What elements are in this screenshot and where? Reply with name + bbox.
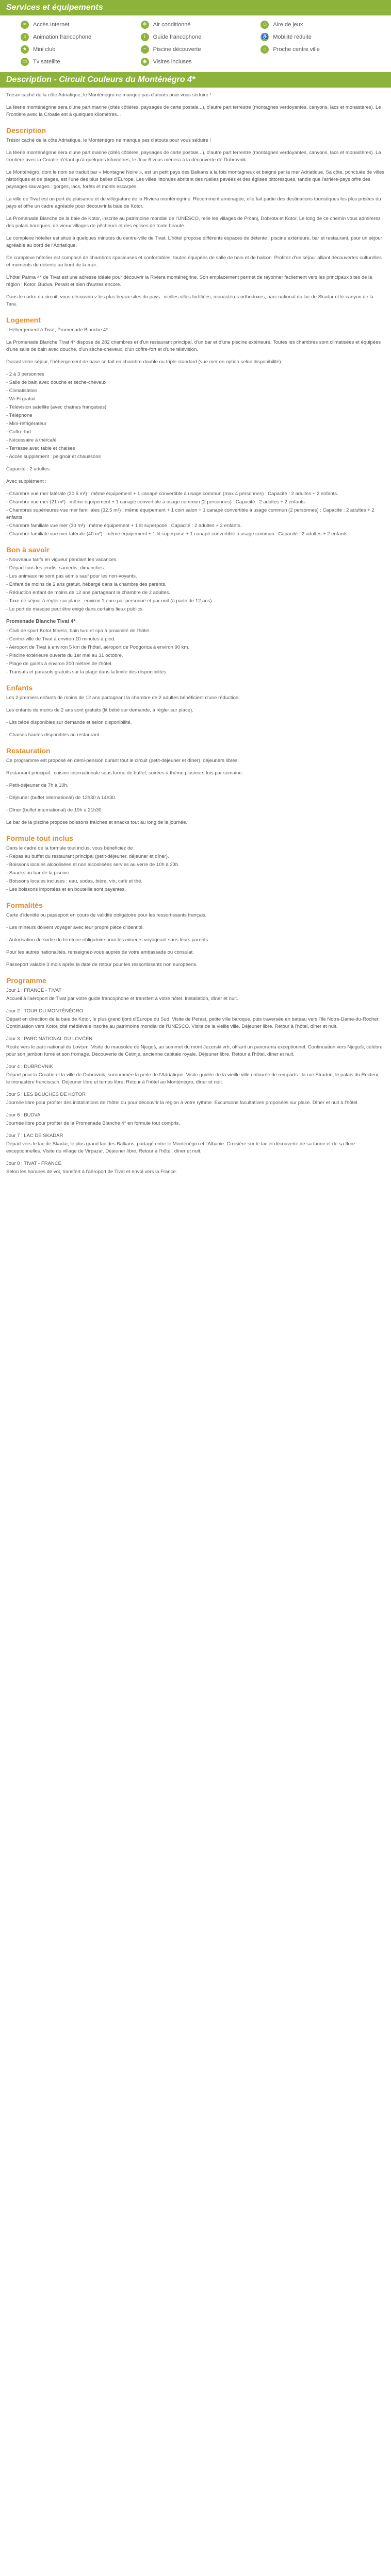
description-body <box>6 137 385 308</box>
avoir-item: - Départ tous les jeudis, samedis, dimanches. <box>6 565 105 571</box>
logement-item: - Téléphone <box>6 413 32 418</box>
features-grid <box>0 15 391 72</box>
formalites-paragraph: - Les mineurs doivent voyager avec leur propre pièce d'identité. <box>6 925 144 930</box>
restauration-paragraph: - Petit-déjeuner de 7h à 10h. <box>6 783 69 788</box>
description-paragraph: Ce complexe hôtelier est composé de chambres spacieuses et confortables, toutes équipées de salle de bain et de balcon. Profitez d'un séjour alliant découvertes culturelles et moments de détente au bord de la mer. <box>6 255 382 268</box>
formule-item: - Boissons locales alcoolisées et non alcoolisées servies au verre de 10h à 23h. <box>6 862 180 868</box>
description-paragraph: L'hôtel Palma 4* de Tivat est une adresse idéale pour découvrir la Riviera monténégrine. Son emplacement permet de rayonner facilement vers les principaux sites de la région : Kotor, Budva, Perast et bien d'autres encore. <box>6 275 372 287</box>
feature-item <box>21 45 131 54</box>
programme-text: Route vers le parc national du Lovćen. Visite du mausolée de Njegoš, au sommet du mont Jezerski vrh, offrant un panorama exceptionnel. Continuation vers Njeguši, célèbre pour son jambon fumé et son fromage. Découverte de Cetinje, ancienne capitale royale. Déjeuner libre. Retour à l'hôtel, dîner et nuit. <box>6 1044 383 1057</box>
formalites-paragraph: - Autorisation de sortie du territoire obligatoire pour les mineurs voyageant sans leurs parents. <box>6 937 209 943</box>
programme-text: Selon les horaires de vol, transfert à l'aéroport de Tivat et envol vers la France. <box>6 1169 177 1175</box>
feature-label: Aire de jeux <box>273 22 303 28</box>
enfants-paragraph: Les 2 premiers enfants de moins de 12 ans partageant la chambre de 2 adultes bénéficient d'une réduction. <box>6 695 240 701</box>
logement-item: - Climatisation <box>6 388 38 394</box>
programme-title: Programme <box>6 976 46 985</box>
minibar-icon: ★ <box>21 45 29 54</box>
logement-item: - Mini-réfrigérateur <box>6 421 47 427</box>
supplement-item: - Chambre vue mer latérale (20.5 m²) : même équipement + 1 canapé convertible à usage commun (max 4 personnes) : Capacité : 2 adultes + 2 enfants. <box>6 491 338 497</box>
logement-body <box>6 339 385 366</box>
logement-paragraph: Durant votre séjour, l'hébergement de base se fait en chambre double ou triple standard (vue mer en option selon disponibilité). <box>6 359 283 365</box>
logement-list <box>6 371 385 461</box>
formule-item: - Boissons locales incluses : eau, sodas, bière, vin, café et thé. <box>6 878 143 884</box>
features-header: Services et équipements <box>0 0 391 15</box>
formalites-paragraph: Passeport valable 3 mois après la date de retour pour les ressortissants non européens. <box>6 962 198 968</box>
supplements-list <box>6 490 385 538</box>
feature-label: Visites incluses <box>153 59 192 65</box>
supplement-item: - Chambres supérieures vue mer familiales (32.5 m²) : même équipement + 1 coin salon + 1 canapé convertible à usage commun (2 personnes) : Capacité : 2 adultes + 2 enfants. <box>6 507 374 520</box>
programme-day: Jour 6 : BUDVA <box>6 1112 41 1118</box>
francophonie-item: - Centre-ville de Tivat à environ 10 minutes à pied. <box>6 636 116 642</box>
formalites-paragraph: Pour les autres nationalités, renseignez-vous auprès de votre ambassade ou consulat. <box>6 950 194 955</box>
feature-item <box>21 21 131 29</box>
avoir-title: Bon à savoir <box>6 546 50 554</box>
feature-item <box>260 45 370 54</box>
content <box>0 88 391 1196</box>
francophonie-item: - Aéroport de Tivat à environ 5 km de l'hôtel, aéroport de Podgorica à environ 90 km. <box>6 645 190 650</box>
logement-item: - Salle de bain avec douche et sèche-cheveux <box>6 380 107 385</box>
formalites-paragraph: Carte d'identité ou passeport en cours de validité obligatoire pour les ressortissants français. <box>6 912 207 918</box>
supplement-item: - Chambre familiale vue mer latérale (40 m²) : même équipement + 1 lit superposé + 1 canapé convertible à usage commun : Capacité : 2 adultes + 2 enfants. <box>6 531 349 537</box>
supplements-head: Avec supplément : <box>6 479 46 484</box>
logement-item: - Wi-Fi gratuit <box>6 396 36 402</box>
francophonie-item: - Plage de galets à environ 200 mètres de l'hôtel. <box>6 661 113 667</box>
formalites-list <box>6 912 385 969</box>
programme-day: Jour 8 : TIVAT - FRANCE <box>6 1161 61 1166</box>
play-area-icon: ☺ <box>260 21 269 29</box>
feature-item <box>141 45 251 54</box>
francophonie-item: - Club de sport Kotor fitness, bain turc et spa à proximité de l'hôtel. <box>6 628 151 634</box>
programme-day: Jour 2 : TOUR DU MONTÉNÉGRO <box>6 1008 84 1014</box>
programme-text: Journée libre pour profiter de la Promenade Blanche 4* en formule tout compris. <box>6 1121 180 1126</box>
restauration-paragraph: - Dîner (buffet international) de 19h à 21h30. <box>6 807 103 813</box>
logement-head: - Hébergement à Tivat, Promenade Blanche 4* <box>6 327 108 333</box>
guided-tour-icon: ◉ <box>141 58 149 66</box>
intro <box>6 92 385 118</box>
programme-day: Jour 1 : FRANCE - TIVAT <box>6 988 62 993</box>
description-paragraph: Trésor caché de la côte Adriatique, le Monténégro ne manque pas d'atouts pour vous séduire ! <box>6 138 211 143</box>
restauration-paragraph: Ce programme est proposé en demi-pension durant tout le circuit (petit-déjeuner et dîner), déjeuners libres. <box>6 758 239 764</box>
programme-day: Jour 5 : LES BOUCHES DE KOTOR <box>6 1092 86 1097</box>
feature-label: Proche centre ville <box>273 46 320 53</box>
reduced-mobility-icon: ♿ <box>260 33 269 41</box>
description-paragraph: Le Monténégro, dont le nom se traduit par « Montagne Noire », est un petit pays des Balkans à la fois montagneux et baigné par la mer Adriatique. Sa côte, ponctuée de villes historiques et de plages, est l'une des plus belles d'Europe. Les villes littorales abritent des ruelles pavées et des églises pittoresques, tandis que l'arrière-pays offre des paysages sauvages : gorges, lacs, forêts et monts escarpés. <box>6 170 385 190</box>
enfants-paragraph: - Chaises hautes disponibles au restaurant. <box>6 732 101 738</box>
description-paragraph: Le complexe hôtelier est situé à quelques minutes du centre-ville de Tivat. L'hôtel propose différents espaces de détente : piscine extérieure, bar et restaurant, pour un séjour agréable au bord de l'Adriatique. <box>6 235 382 248</box>
enfants-paragraph: - Lits bébé disponibles sur demande et selon disponibilité. <box>6 720 132 725</box>
description-paragraph: La ville de Tivat est un port de plaisance et de villégiature de la Riviera monténégrine. Récemment aménagée, elle fait partie des destinations touristiques les plus prisées du pays et offre un cadre agréable pour découvrir la baie de Kotor. <box>6 196 381 209</box>
logement-item: - Accès supplément : peignoir et chaussons <box>6 454 101 460</box>
capacity: Capacité : 2 adultes <box>6 466 50 472</box>
avoir-item: - Nouveaux tarifs en vigueur pendant les vacances. <box>6 557 118 563</box>
programme-text: Journée libre pour profiter des installations de l'hôtel ou pour découvrir la région à votre rythme. Excursions facultatives proposées sur place. Dîner et nuit à l'hôtel. <box>6 1100 359 1106</box>
avoir-item: - Le port de masque peut être exigé dans certains lieux publics. <box>6 606 144 612</box>
formule-item: Dans le cadre de la formule tout inclus, vous bénéficiez de : <box>6 845 136 851</box>
avoir-list <box>6 556 385 613</box>
supplement-item: - Chambre vue mer (21 m²) : même équipement + 1 canapé convertible à usage commun (2 personnes) : Capacité : 2 adultes + 2 enfants. <box>6 499 306 505</box>
feature-item <box>260 21 370 29</box>
avoir-item: - Taxe de séjour à régler sur place : environ 1 euro par personne et par nuit (à partir de 12 ans). <box>6 598 214 604</box>
logement-item: - Télévision satellite (avec chaînes françaises) <box>6 404 107 410</box>
francophonie-list <box>6 628 385 676</box>
avoir-item: - Réduction enfant de moins de 12 ans partageant la chambre de 2 adultes. <box>6 590 170 596</box>
intro-paragraph: La féerie monténégrine sera d'une part marine (cités côtières, paysages de carte postale...), d'autre part terrestre (montagnes verdoyantes, canyons, lacs et monastères). Le Frontière avec la Croatie est à quelques kilomètres... <box>6 105 381 117</box>
logement-title: Logement <box>6 316 41 324</box>
intro-paragraph: Trésor caché de la côte Adriatique, le Monténégro ne manque pas d'atouts pour vous séduire ! <box>6 92 211 98</box>
programme-text: Départ vers le lac de Skadar, le plus grand lac des Balkans, partagé entre le Monténégro et l'Albanie. Croisière sur le lac et découverte de sa faune et de sa flore exceptionnelles. Visite du village de Virpazar. Déjeuner libre. Retour à l'hôtel, dîner et nuit. <box>6 1141 355 1154</box>
entertainment-icon: ♫ <box>21 33 29 41</box>
description-paragraph: La féerie monténégrine sera d'une part marine (cités côtières, paysages de carte postale...), d'autre part terrestre (montagnes verdoyantes, canyons, lacs et monastères). La frontière avec la Croatie n'étant qu'à quelques kilomètres, le Jour 6 vous mènera à la découverte de Dubrovnik. <box>6 150 381 163</box>
feature-item <box>260 33 370 41</box>
feature-item <box>21 58 131 66</box>
description-paragraph: La Promenade Blanche de la baie de Kotor, inscrite au patrimoine mondial de l'UNESCO, relie les villages de Prčanj, Dobrota et Kotor. Le long de ce chemin vous admirerez des palais baroques, de vieux villages de pêcheurs et des églises de toute beauté. <box>6 216 381 229</box>
formule-item: - Les boissons importées et en bouteille sont payantes. <box>6 887 126 892</box>
francophonie-item: - Piscine extérieure ouverte du 1er mai au 31 octobre. <box>6 653 123 658</box>
feature-label: Air conditionné <box>153 22 191 28</box>
avoir-item: - Les animaux ne sont pas admis sauf pour les non-voyants. <box>6 573 137 579</box>
feature-label: Mobilité réduite <box>273 34 312 40</box>
logement-item: - 2 à 3 personnes <box>6 371 44 377</box>
feature-label: Piscine découverte <box>153 46 201 53</box>
beach-icon: ⌂ <box>260 45 269 54</box>
francophonie-title: Promenade Blanche Tivat 4* <box>6 619 76 624</box>
restauration-list <box>6 757 385 826</box>
programme-day: Jour 7 : LAC DE SKADAR <box>6 1133 63 1139</box>
logement-paragraph: La Promenade Blanche Tivat 4* dispose de 282 chambres et d'un restaurant principal, d'un bar et d'une piscine extérieure. Toutes les chambres sont climatisées et équipées d'une salle de bain avec douche, d'un sèche-cheveux, d'un coffre-fort et d'une télévision. <box>6 340 381 352</box>
logement-item: - Nécessaire à thé/café <box>6 437 57 443</box>
programme-list <box>6 987 385 1176</box>
programme-text: Départ en direction de la baie de Kotor, le plus grand fjord d'Europe du Sud. Visite de Perast, petite ville baroque, puis traversée en bateau vers l'île Notre-Dame-du-Rocher. Continuation vers Kotor, cité médiévale inscrite au patrimoine mondial de l'UNESCO. Visite de la vieille ville. Déjeuner libre. Retour à l'hôtel, dîner et nuit. <box>6 1016 380 1029</box>
feature-label: Accès Internet <box>33 22 70 28</box>
formule-item: - Repas au buffet du restaurant principal (petit-déjeuner, déjeuner et dîner). <box>6 854 169 859</box>
logement-item: - Coffre-fort <box>6 429 31 435</box>
formule-list <box>6 845 385 893</box>
description-title: Description <box>6 126 46 134</box>
tv-icon: ▭ <box>21 58 29 66</box>
enfants-list <box>6 694 385 739</box>
programme-day: Jour 4 : DUBROVNIK <box>6 1064 53 1070</box>
restauration-title: Restauration <box>6 747 51 755</box>
francophonie-item: - Transats et parasols gratuits sur la plage dans la limite des disponibilités. <box>6 669 168 675</box>
guide-icon: i <box>141 33 149 41</box>
restauration-paragraph: Le bar de la piscine propose boissons fraîches et snacks tout au long de la journée. <box>6 820 188 825</box>
feature-label: Tv satellite <box>33 59 60 65</box>
supplement-item: - Chambre familiale vue mer (30 m²) : même équipement + 1 lit superposé : Capacité : 2 adultes + 2 enfants. <box>6 523 242 529</box>
pool-icon: ~ <box>141 45 149 54</box>
formule-title: Formule tout inclus <box>6 834 73 842</box>
formalites-title: Formalités <box>6 901 43 909</box>
logement-item: - Terrasse avec table et chaises <box>6 446 75 451</box>
avoir-item: - Enfant de moins de 2 ans gratuit, hébergé dans la chambre des parents. <box>6 582 167 587</box>
feature-item <box>141 58 251 66</box>
programme-text: Départ pour la Croatie et la ville de Dubrovnik, surnommée la perle de l'Adriatique. Visite guidée de la vieille ville entourée de remparts : la rue Stradun, le palais du Recteur, le monastère franciscain. Déjeuner libre et temps libre. Retour à l'hôtel au Monténégro, dîner et nuit. <box>6 1072 380 1085</box>
restauration-paragraph: Restaurant principal : cuisine internationale sous forme de buffet, soirées à thème plusieurs fois par semaine. <box>6 770 243 776</box>
programme-text: Accueil à l'aéroport de Tivat par votre guide francophone et transfert à votre hôtel. Installation, dîner et nuit. <box>6 996 238 1002</box>
feature-item <box>141 21 251 29</box>
restauration-paragraph: - Déjeuner (buffet international) de 12h30 à 14h30. <box>6 795 117 801</box>
wifi-icon: ≈ <box>21 21 29 29</box>
feature-label: Mini club <box>33 46 56 53</box>
air-conditioning-icon: ❄ <box>141 21 149 29</box>
enfants-title: Enfants <box>6 684 33 692</box>
feature-label: Guide francophone <box>153 34 202 40</box>
page <box>0 0 391 1196</box>
enfants-paragraph: Les enfants de moins de 2 ans sont gratuits (lit bébé sur demande, à régler sur place). <box>6 707 193 713</box>
programme-day: Jour 3 : PARC NATIONAL DU LOVĆEN <box>6 1036 93 1042</box>
feature-item <box>21 33 131 41</box>
description-paragraph: Dans le cadre du circuit, vous découvrirez les plus beaux sites du pays : vieilles villes fortifiées, monastères orthodoxes, parc national du lac de Skadar et le canyon de la Tara. <box>6 294 373 307</box>
feature-label: Animation francophone <box>33 34 92 40</box>
feature-item <box>141 33 251 41</box>
formule-item: - Snacks au bar de la piscine. <box>6 870 71 876</box>
description-header: Description - Circuit Couleurs du Monténégro 4* <box>0 72 391 88</box>
